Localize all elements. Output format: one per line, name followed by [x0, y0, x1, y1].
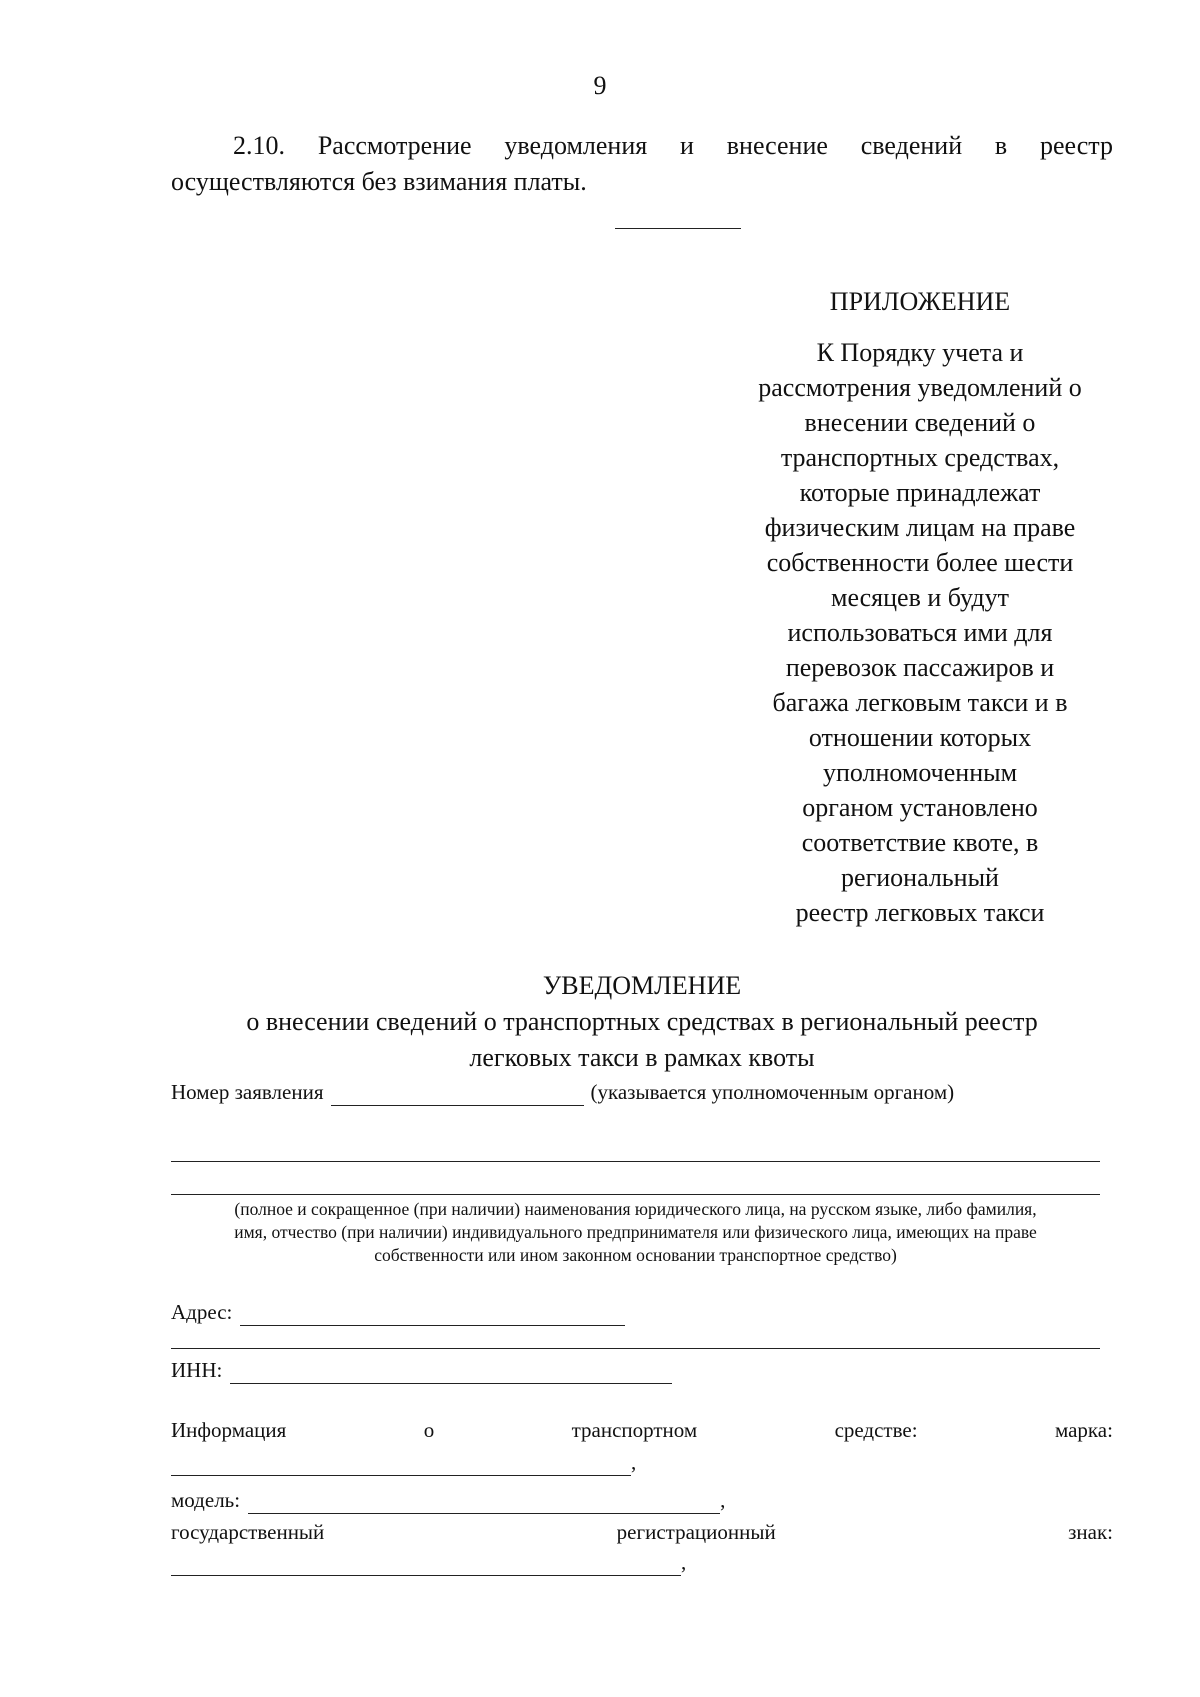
appendix-line: физическим лицам на праве — [764, 513, 1076, 542]
vehicle-info-row — [171, 1416, 1113, 1444]
appendix-line: которые принадлежат — [799, 478, 1041, 507]
clause-line-2: осуществляются без взимания платы. — [171, 167, 587, 196]
inn-row — [171, 1356, 672, 1384]
appendix-line: месяцев и будут — [831, 583, 1009, 612]
clause-word: внесение — [726, 131, 828, 160]
address-field[interactable] — [240, 1303, 625, 1326]
notice-subtitle-line-2: легковых такси в рамках квоты — [469, 1043, 815, 1072]
clause-line-1 — [233, 128, 1113, 164]
appendix-line: транспортных средствах, — [780, 443, 1060, 472]
clause-word: в — [994, 131, 1008, 160]
appendix-line: использоваться ими для — [787, 618, 1053, 647]
appendix-title: ПРИЛОЖЕНИЕ — [829, 287, 1011, 316]
clause-word: Рассмотрение — [317, 131, 472, 160]
applicant-hint — [171, 1198, 1100, 1267]
model-label: модель: — [171, 1488, 241, 1512]
vehicle-info-word: марка: — [1054, 1418, 1113, 1442]
plate-field[interactable] — [171, 1553, 681, 1576]
appendix-subtitle — [720, 335, 1120, 930]
application-number-label: Номер заявления — [171, 1080, 324, 1104]
application-number-note: (указывается уполномоченным органом) — [590, 1080, 955, 1104]
vehicle-info-word: о — [423, 1418, 435, 1442]
plate-row — [171, 1518, 1113, 1546]
clause-word: реестр — [1040, 131, 1113, 160]
page-number: 9 — [593, 71, 607, 100]
vehicle-info-word: Информация — [171, 1418, 287, 1442]
section-divider — [615, 228, 741, 229]
appendix-line: уполномоченным — [822, 758, 1018, 787]
address-row — [171, 1298, 625, 1326]
clause-word: и — [680, 131, 694, 160]
brand-field[interactable] — [171, 1453, 631, 1476]
applicant-hint-line: имя, отчество (при наличии) индивидуального предпринимателя или физического лица, имеющих на праве — [234, 1222, 1037, 1242]
application-number-field[interactable] — [331, 1083, 584, 1106]
appendix-line: соответствие квоте, в — [801, 828, 1039, 857]
address-label: Адрес: — [171, 1300, 233, 1324]
plate-word: знак: — [1068, 1520, 1113, 1544]
plate-comma: , — [681, 1550, 687, 1574]
brand-row — [171, 1448, 636, 1476]
vehicle-info-word: средстве: — [834, 1418, 918, 1442]
plate-field-row — [171, 1548, 686, 1576]
vehicle-info-word: транспортном — [571, 1418, 698, 1442]
appendix-line: собственности более шести — [766, 548, 1074, 577]
model-comma: , — [720, 1488, 726, 1512]
notice-title: УВЕДОМЛЕНИЕ — [542, 971, 742, 1000]
appendix-line: отношении которых — [808, 723, 1032, 752]
address-field-continued[interactable] — [171, 1348, 1100, 1349]
appendix-line: багажа легковым такси и в — [772, 688, 1068, 717]
appendix-line: перевозок пассажиров и — [785, 653, 1055, 682]
appendix-line: реестр легковых такси — [795, 898, 1045, 927]
clause-word: 2.10. — [233, 131, 285, 160]
appendix-line: органом установлено — [802, 793, 1038, 822]
applicant-name-field-2[interactable] — [171, 1194, 1100, 1195]
brand-comma: , — [631, 1450, 637, 1474]
model-field[interactable] — [248, 1491, 720, 1514]
appendix-line: региональный — [841, 863, 999, 892]
plate-word: регистрационный — [616, 1520, 776, 1544]
applicant-hint-line: собственности или ином законном основании транспортное средство) — [374, 1245, 897, 1265]
notice-subtitle-line-1: о внесении сведений о транспортных средствах в региональный реестр — [246, 1007, 1038, 1036]
inn-field[interactable] — [230, 1361, 672, 1384]
inn-label: ИНН: — [171, 1358, 223, 1382]
clause-word: сведений — [860, 131, 963, 160]
application-number-row — [171, 1078, 954, 1106]
model-row — [171, 1486, 725, 1514]
appendix-line: внесении сведений о — [804, 408, 1036, 437]
applicant-name-field[interactable] — [171, 1161, 1100, 1162]
appendix-line: рассмотрения уведомлений о — [758, 373, 1082, 402]
plate-word: государственный — [171, 1520, 325, 1544]
clause-word: уведомления — [504, 131, 648, 160]
applicant-hint-line: (полное и сокращенное (при наличии) наименования юридического лица, на русском языке, либо фамилия, — [234, 1199, 1037, 1219]
appendix-line: К Порядку учета и — [816, 338, 1024, 367]
